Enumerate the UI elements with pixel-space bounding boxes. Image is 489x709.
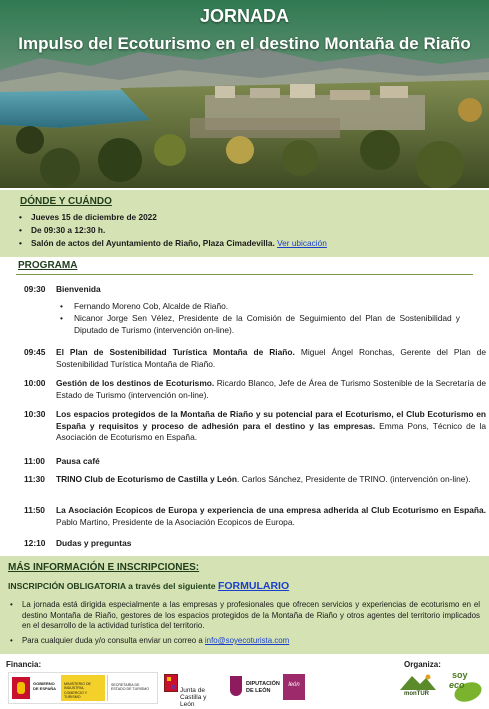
montur-logo: monTUR <box>398 672 438 702</box>
where-when-title: DÓNDE Y CUÁNDO <box>20 196 112 207</box>
program-title: PROGRAMA <box>18 260 78 271</box>
coat-of-arms-icon <box>12 677 30 699</box>
leon-tourism-logo: león <box>283 674 305 700</box>
registration-line: INSCRIPCIÓN OBLIGATORIA a través del siguiente FORMULARIO <box>8 580 290 592</box>
email-link[interactable]: info@soyecoturista.com <box>204 636 290 645</box>
junta-castilla-leon-logo: Junta de Castilla y León <box>162 672 220 702</box>
lion-crest-icon <box>230 676 242 696</box>
where-when-panel <box>0 190 489 257</box>
venue-item: • Salón de actos del Ayuntamiento de Riaño, Plaza Cimadevilla. Ver ubicación <box>20 238 327 248</box>
time-item: • De 09:30 a 12:30 h. <box>20 225 105 235</box>
info-paragraph: • La jornada está dirigida especialmente a las empresas y profesionales que ofrecen servicios y experiencias de ecoturismo en el destino Montaña de Riaño, gestores de los espacios protegidos de la Montaña de Riaño y otros agentes del territorio implicados en el desarrollo de la actividad turística del territorio. <box>22 600 480 632</box>
finance-label: Financia: <box>6 660 42 669</box>
organize-label: Organiza: <box>404 660 441 669</box>
program-divider <box>16 274 473 275</box>
landscape-photo <box>0 0 489 188</box>
info-panel <box>0 556 489 654</box>
event-title: Impulso del Ecoturismo en el destino Montaña de Riaño <box>18 34 471 53</box>
location-link[interactable]: Ver ubicación <box>277 238 327 248</box>
diputacion-leon-logo: DIPUTACIÓN DE LEÓN <box>228 672 280 702</box>
mountain-icon <box>398 672 438 692</box>
contact-line: • Para cualquier duda y/o consulta enviar un correo a info@soyecoturista.com <box>22 636 480 647</box>
speaker-item: • Fernando Moreno Cob, Alcalde de Riaño. <box>74 301 460 313</box>
header-banner <box>0 0 489 188</box>
speaker-item: • Nicanor Jorge Sen Vélez, Presidente de la Comisión de Seguimiento del Plan de Sostenibilidad y Diputado de Turismo (intervención on-line). <box>74 313 460 336</box>
shield-icon <box>164 674 178 692</box>
info-title: MÁS INFORMACIÓN E INSCRIPCIONES: <box>8 562 200 573</box>
gobierno-espana-logo: GOBIERNO DE ESPAÑA MINISTERIO DE INDUSTRIA, COMERCIO Y TURISMO SECRETARÍA DE ESTADO DE TURISMO <box>8 672 158 704</box>
event-type-title: JORNADA <box>199 6 289 26</box>
registration-form-link[interactable]: FORMULARIO <box>217 580 290 592</box>
date-item: • Jueves 15 de diciembre de 2022 <box>20 212 157 222</box>
soy-ecoturista-logo: soy eco <box>444 668 484 704</box>
